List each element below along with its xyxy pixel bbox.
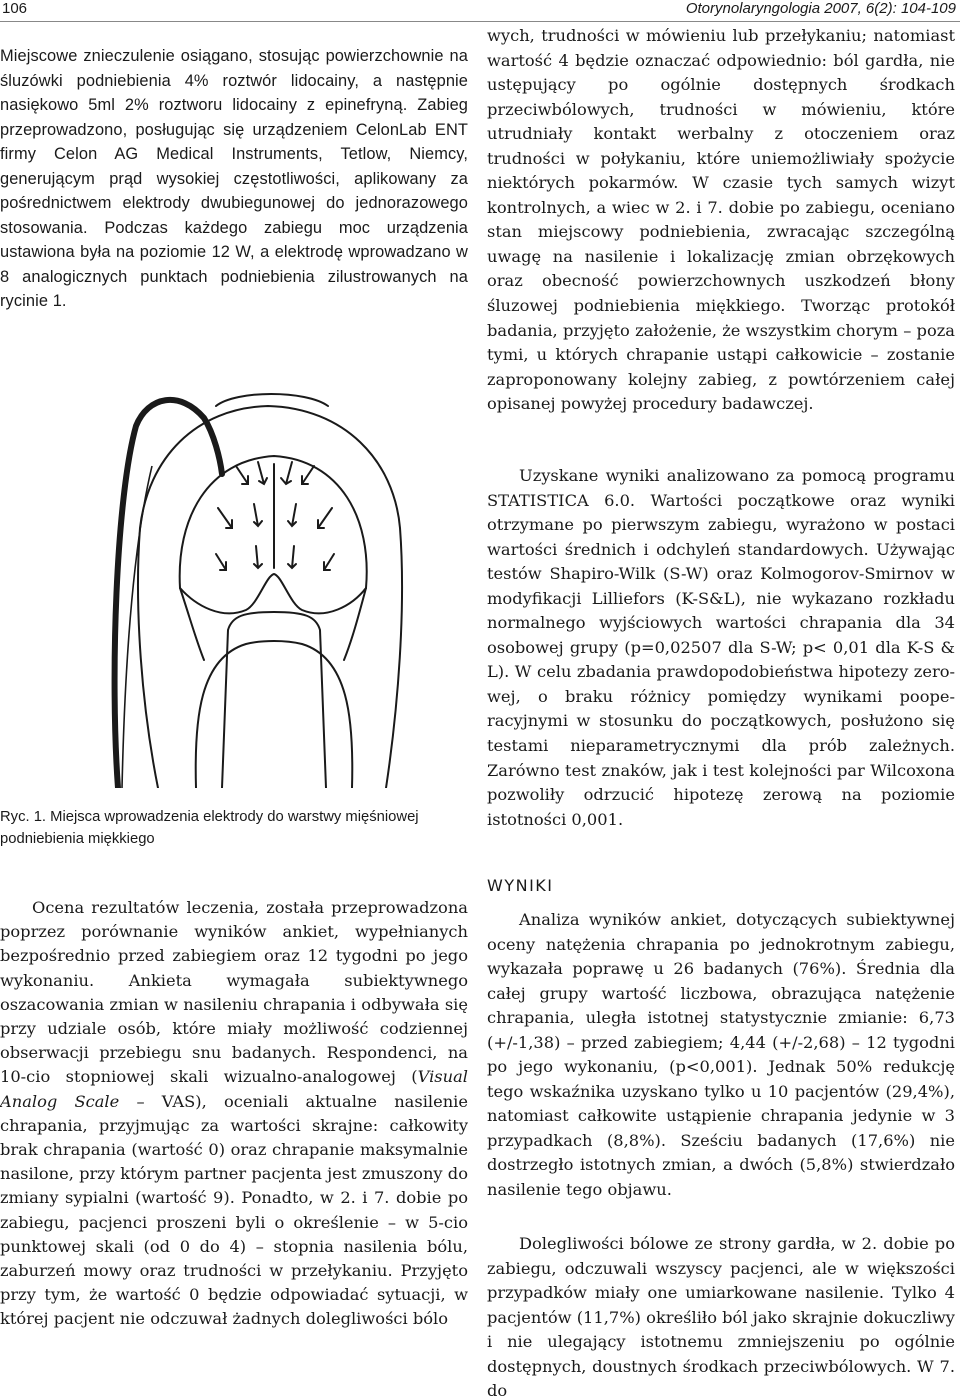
arrow-11 — [288, 546, 296, 568]
figure-palate-electrode-points — [96, 378, 436, 788]
palate-illustration — [96, 378, 436, 788]
arrow-2 — [258, 462, 267, 484]
arrow-12 — [324, 554, 334, 570]
tongue-outline — [196, 641, 353, 788]
oral-outline — [138, 406, 402, 788]
arrow-4 — [302, 466, 314, 484]
arrow-3 — [281, 462, 292, 484]
tongue-depressor — [222, 612, 326, 788]
electrode-wire-inner — [122, 466, 152, 788]
electrode-wire — [115, 400, 222, 788]
arrow-5 — [218, 508, 232, 528]
arrow-6 — [254, 504, 262, 526]
visual-analog-scale-term: Visual Analog Scale — [0, 1067, 468, 1111]
section-heading-results: WYNIKI — [487, 876, 554, 895]
journal-reference: Otorynolaryngologia 2007, 6(2): 104-109 — [685, 0, 956, 17]
figure-caption: Ryc. 1. Miejsca wprowadzenia elektrody do warstwy mięśniowej podniebienia miękkiego — [0, 809, 419, 847]
upper-dental-arch — [216, 394, 328, 406]
right-paragraph-2: Uzyskane wyniki analizowano za pomocą programu STATISTICA 6.0. Wartości początkowe oraz wyniki otrzymane po pierwszym zabiegu, wyrażono w postaci wartości średnich i odchyleń standardowych. Używając testów Shapiro-Wilk (S-W) oraz Kolmogorov-Smirnov w modyfikacji Lilliefors (K-S&L), nie wykazano rozkładu normalnego wyjściowych wartości chrapania dla 34 osobowej grupy (p=0,02507 dla S-W; p< 0,01 dla K-S & L). W celu zbadania prawdopodobieństwa hipotezy zerowej, o braku różnicy pomiędzy wynikami pooperacyjnymi w stosunku do początkowych, posłużono się testami nieparametrycznymi dla prób zależnych. Zarówno test znaków, jak i test kolejności par Wilcoxona pozwoliły odrzucić hipotezę zerową na poziomie istotności 0,001. — [487, 466, 955, 829]
soft-palate-outline — [180, 574, 366, 613]
left-paragraph-2-part-a: Ocena rezultatów leczenia, została przeprowadzona poprzez porównanie wyników ankiet, wypełnianych bezpośrednio przed zabiegiem oraz 12 tygodni po jego wykonaniu. Ankieta wymagała subiektywnego oszacowania zmian w nasileniu chrapania i odbywała się przy udziale osób, które miały możliwość codziennej obserwacji przebiegu snu badanych. Respondenci, na 10-cio stopniowej skali wizualno-analogowej ( — [0, 898, 468, 1087]
page-number: 106 — [2, 0, 28, 17]
arrow-7 — [288, 504, 296, 526]
left-paragraph-2-part-b: – VAS), oceniali aktualne nasilenie chrapania, przyjmując za wartości skrajne: całkowity brak chrapania (wartość 0) oraz chrapanie maksymalnie nasilone, przy którym partner pacjenta jest zmuszony do zmiany sypialni (wartość 9). Ponadto, w 2. i 7. dobie po zabiegu, pacjenci proszeni byli o określenie – w 5-cio punktowej skali (od 0 do 4) – stopnia nasilenia bólu, zaburzeń mowy oraz trudności w przełykaniu. Przyjęto przy tym, że wartość 0 będzie odpowiadać sytuacji, w której pacjent nie odczuwał żadnych dolegliwości bólo — [0, 1091, 468, 1329]
arrow-10 — [254, 546, 262, 568]
arrow-8 — [318, 508, 332, 528]
arrow-1 — [236, 466, 248, 484]
right-paragraph-3: Analiza wyników ankiet, dotyczących subiektywnej oceny natężenia chrapania po jednokrotnym zabiegu, wykazała poprawę u 26 badanych (76%). Średnia dla całej grupy wartość liczbowa, obrazująca natężenie chrapania, uległa istotnej statystycznie zmianie: 6,73 (+/-1,38) – przed zabiegiem; 4,44 (+/-2,68) – 12 tygodni po jego wykonaniu, (p<0,001). Jednak 50% redukcję tego wskaźnika uzyskano tylko u 10 pacjentów (29,4%), natomiast całkowite ustąpienie chrapania jedynie w 3 przypadkach (8,8%). Sześciu badanych (17,6%) nie dostrzegło istotnych zmian, a dwóch (5,8%) stwierdzało nasilenie tego objawu. — [487, 910, 955, 1200]
page-header — [0, 0, 960, 22]
right-paragraph-1: wych, trudności w mówieniu lub przełykaniu; natomiast wartość 4 będzie oznaczać odpowiednio: ból gardła, nie ustępujący po ogólnie dostępnych środkach przeciwbólowych, trudności w mówieniu, które utrudniały kontakt werbalny z otoczeniem oraz trudności w połykaniu, które uniemożliwiały spożycie niektórych pokarmów. W czasie tych samych wizyt kontrolnych, a wiec w 2. i 7. dobie po zabiegu, oceniano stan miejscowy podniebienia, zwracając szczególną uwagę na nasilenie i lokalizację zmian obrzękowych oraz obecność powierzchownych uszkodzeń błony śluzowej podniebienia miękkiego. Tworząc protokół badania, przyjęto założenie, że wszystkim chorym – poza tymi, u których chrapanie ustąpi całkowicie – zostanie zaproponowany kolejny zabieg, z powtórzeniem całej opisanej powyżej procedury badawczej. — [487, 26, 955, 414]
left-paragraph-2 — [0, 896, 468, 1332]
arrow-9 — [216, 554, 226, 570]
right-paragraph-4: Dolegliwości bólowe ze strony gardła, w 2. dobie po zabiegu, odczuwali wszyscy pacjenci, ale w większości przypadków miały one umiarkowane nasilenie. Tylko 4 pacjentów (11,7%) określiło ból jako skrajnie dokuczliwy i nie ulegający istotnemu zmniejszeniu po ogólnie dostępnych, doustnych środkach przeciwbólowych. W 7. do — [487, 1234, 955, 1400]
left-paragraph-1: Miejscowe znieczulenie osiągano, stosując powierzchownie na śluzówki podniebienia 4% roztwór lidocainy, a następnie nasiękowo 5ml 2% roztworu lidocainy z epinefryną. Zabieg przeprowadzono, posługując się urządzeniem CelonLab ENT firmy Celon AG Medical Instruments, Tetlow, Niemcy, generującym prąd wysokiej częstotliwości, aplikowany za pośrednictwem elektrody dwubiegunowej do jednorazowego stosowania. Podczas każdego zabiegu moc urządzenia ustawiona była na poziomie 12 W, a elektrodę wprowadzano w 8 analogicznych punktach podniebienia zilustrowanych na rycinie 1. — [0, 47, 468, 311]
